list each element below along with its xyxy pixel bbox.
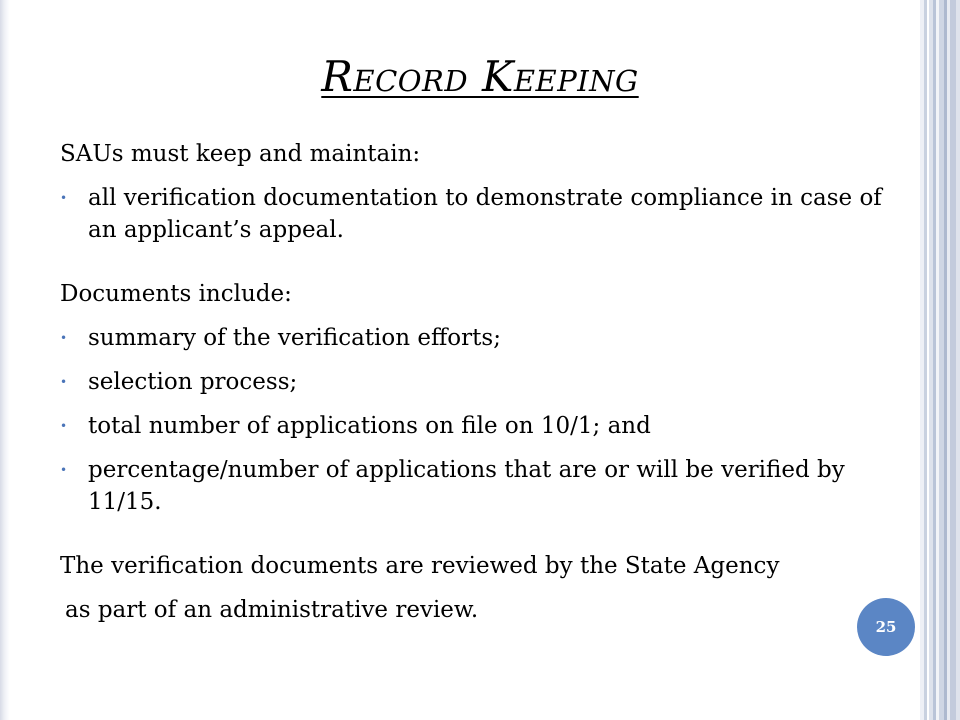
bullet-text: selection process; xyxy=(88,369,298,395)
documents-bullet-list xyxy=(60,322,905,518)
bullet-item xyxy=(60,182,905,246)
bullet-icon: • xyxy=(60,191,68,205)
slide-left-border xyxy=(0,0,10,720)
bullet-item xyxy=(60,366,905,398)
documents-heading: Documents include: xyxy=(60,281,292,307)
bullet-icon: • xyxy=(60,463,68,477)
bullet-icon: • xyxy=(60,331,68,345)
bullet-text: all verification documentation to demonstrate compliance in case of an applicant’s appeal. xyxy=(88,185,882,243)
page-number-badge: 25 xyxy=(857,598,915,656)
bullet-text: total number of applications on file on 10/1; and xyxy=(88,413,651,439)
bullet-item xyxy=(60,410,905,442)
bullet-item xyxy=(60,322,905,354)
bullet-icon: • xyxy=(60,375,68,389)
slide-right-border xyxy=(920,0,960,720)
bullet-item xyxy=(60,454,905,518)
slide-body xyxy=(60,138,905,626)
slide-title: Record Keeping xyxy=(321,52,639,101)
closing-text-line-2: as part of an administrative review. xyxy=(65,597,479,623)
bullet-icon: • xyxy=(60,419,68,433)
intro-text: SAUs must keep and maintain: xyxy=(60,141,421,167)
bullet-text: percentage/number of applications that are or will be verified by 11/15. xyxy=(88,457,845,515)
bullet-text: summary of the verification efforts; xyxy=(88,325,501,351)
closing-text-line-1: The verification documents are reviewed by the State Agency xyxy=(60,553,780,579)
intro-bullet-list xyxy=(60,182,905,246)
